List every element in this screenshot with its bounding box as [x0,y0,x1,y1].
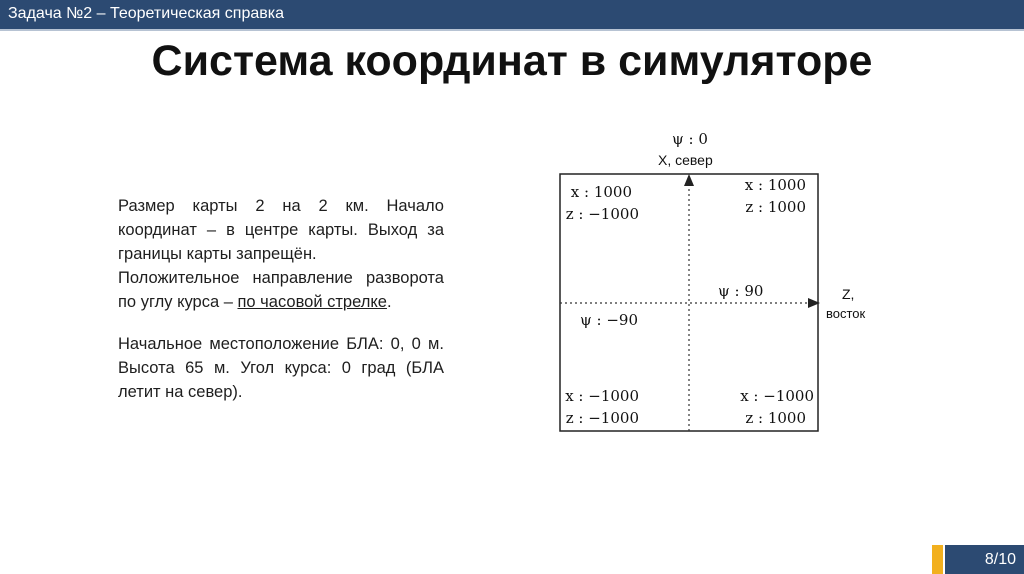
clockwise-link[interactable]: по часовой стрелке [237,293,387,311]
paragraph-initial-position: Начальное местоположение БЛА: 0, 0 м. Высота 65 м. Угол курса: 0 град (БЛА летит на север). [118,335,444,401]
psi-east-label: ψ : 90 [718,282,764,300]
bottom-left-x: x : −1000 [565,387,639,405]
psi-north-label: ψ : 0 [672,130,708,148]
z-axis-label: Z, [842,286,855,302]
header-bar [0,0,1024,31]
page-number-box [945,545,1024,574]
page-accent-bar [932,545,943,574]
paragraph-heading-prefix: Положительное направление разворота по углу курса – [118,269,444,311]
psi-west-label: ψ : −90 [580,311,639,329]
description-text [118,194,444,404]
slide-title: Система координат в симуляторе [151,37,873,85]
paragraph-heading-suffix: . [386,293,392,311]
z-axis-sublabel: восток [826,306,866,321]
top-left-z: z : −1000 [565,205,639,223]
page-number: 8/10 [984,551,1016,568]
coordinate-diagram [540,126,900,442]
bottom-left-z: z : −1000 [565,409,639,427]
bottom-right-z: z : 1000 [745,409,806,427]
paragraph-map-size: Размер карты 2 на 2 км. Начало координат – в центре карты. Выход за границы карты запрещён. [118,197,444,263]
top-right-z: z : 1000 [745,198,806,216]
top-left-x: x : 1000 [570,183,632,201]
top-right-x: x : 1000 [744,176,806,194]
bottom-right-x: x : −1000 [740,387,814,405]
paragraph-heading-direction [118,266,444,314]
header-title: Задача №2 – Теоретическая справка [8,5,284,22]
x-axis-arrow-icon [684,174,694,186]
x-axis-label: X, север [658,152,713,168]
